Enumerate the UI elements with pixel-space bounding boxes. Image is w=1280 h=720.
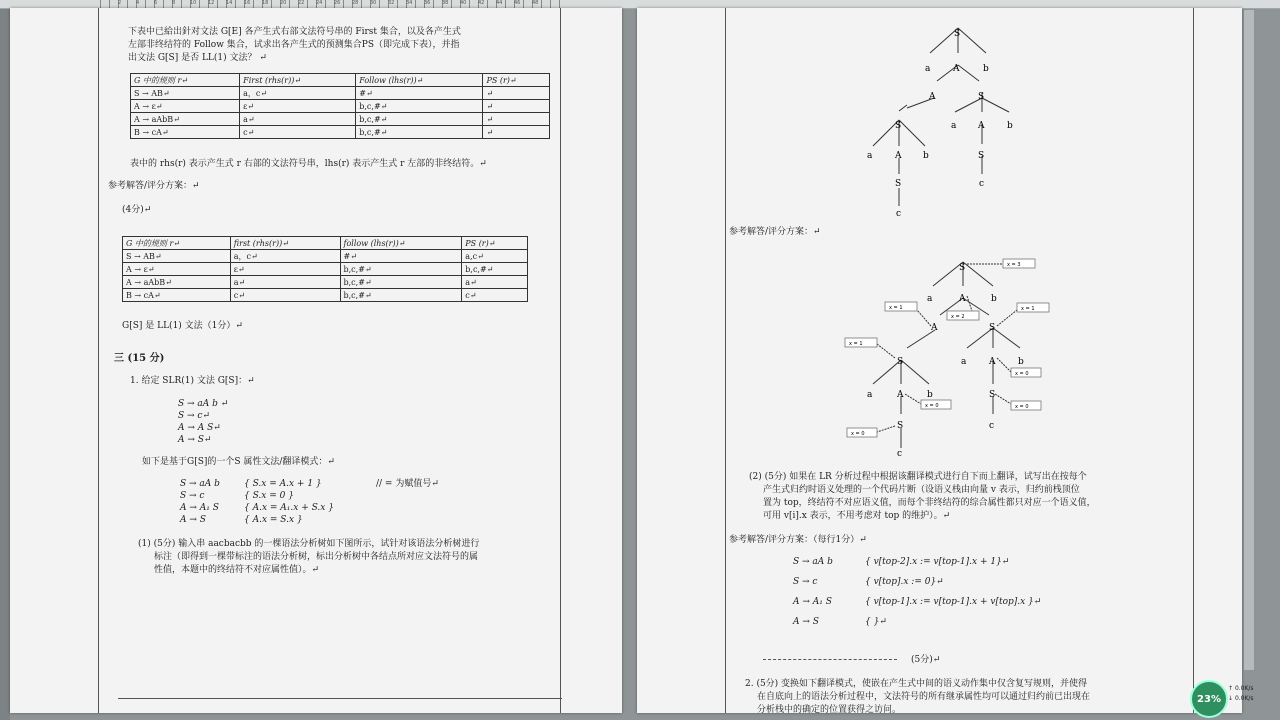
ruler-tick bbox=[307, 0, 308, 8]
window-left-edge bbox=[0, 0, 10, 720]
table-header: G 中的规则 r↵ bbox=[131, 74, 240, 87]
table-cell: b,c,#↵ bbox=[462, 263, 528, 276]
table-row bbox=[131, 87, 550, 100]
table-cell: ε↵ bbox=[240, 100, 356, 113]
table-cell: #↵ bbox=[340, 250, 462, 263]
table-cell: ↵ bbox=[483, 100, 550, 113]
table-row bbox=[131, 126, 550, 139]
ruler-mark: 36 bbox=[424, 0, 431, 6]
table-row bbox=[131, 100, 550, 113]
part2-line-4: 可用 v[i].x 表示，不用考虑对 top 的维护）。↵ bbox=[763, 511, 951, 521]
table-header: PS (r)↵ bbox=[462, 237, 528, 250]
tree-node: a bbox=[927, 294, 933, 304]
part2-line-2: 产生式归约时语义处理的一个代码片断（设语义栈由向量 v 表示，归约前栈顶位 bbox=[763, 485, 1080, 495]
annotation-label: x = 3 bbox=[1007, 262, 1021, 268]
code-rule: S → aA b bbox=[793, 557, 833, 567]
code-rule: A → S bbox=[793, 617, 819, 627]
grammar-rule: A → A S↵ bbox=[178, 423, 221, 433]
table-cell: c↵ bbox=[240, 126, 356, 139]
table-note: 表中的 rhs(r) 表示产生式 r 右部的文法符号串，lhs(r) 表示产生式 r 左部的非终结符。↵ bbox=[130, 159, 487, 169]
predict-set-table bbox=[122, 236, 528, 302]
ruler-tick bbox=[289, 0, 290, 8]
table-cell: a,c↵ bbox=[462, 250, 528, 263]
tree-node: A bbox=[895, 151, 902, 161]
score-label: (5分)↵ bbox=[911, 655, 941, 665]
table-header: Follow (lhs(r))↵ bbox=[356, 74, 483, 87]
sdt-action: { S.x = A.x + 1 } bbox=[244, 479, 322, 489]
reference-answer-label: 参考解答/评分方案：↵ bbox=[108, 181, 200, 191]
ruler-tick bbox=[433, 0, 434, 8]
ruler-mark: 44 bbox=[496, 0, 503, 6]
margin-guide bbox=[560, 8, 561, 713]
ruler-tick bbox=[505, 0, 506, 8]
table-cell: a↵ bbox=[240, 113, 356, 126]
table-cell: ↵ bbox=[483, 113, 550, 126]
tree-node: b bbox=[1018, 357, 1024, 367]
annotation-label: x = 1 bbox=[1021, 306, 1035, 312]
tree-node: A bbox=[959, 294, 966, 304]
ruler-tick bbox=[343, 0, 344, 8]
ruler-mark: 4 bbox=[136, 0, 140, 6]
tree-node: a bbox=[867, 151, 873, 161]
vertical-scrollbar[interactable] bbox=[1244, 10, 1254, 670]
table-cell: b,c,#↵ bbox=[356, 126, 483, 139]
arrow-up-icon: ↑ bbox=[1228, 685, 1235, 692]
table-cell: a，c↵ bbox=[240, 87, 356, 100]
table-header: First (rhs(r))↵ bbox=[240, 74, 356, 87]
table-row bbox=[123, 250, 528, 263]
table-cell: B → cA↵ bbox=[123, 289, 231, 302]
ruler-mark: 22 bbox=[298, 0, 305, 6]
q2-line-3: 分析栈中的确定的位置获得之访问。 bbox=[757, 705, 902, 715]
tree-node: c bbox=[897, 449, 903, 459]
tree-node: A bbox=[953, 64, 960, 74]
question-1: 1. 给定 SLR(1) 文法 G[S]：↵ bbox=[130, 376, 255, 386]
table-cell: ε↵ bbox=[230, 263, 340, 276]
ruler-tick bbox=[469, 0, 470, 8]
ruler-mark: 28 bbox=[352, 0, 359, 6]
download-speed-value: 0.0K/s bbox=[1234, 695, 1254, 702]
tree-node: A bbox=[897, 390, 904, 400]
sdt-rule: S → aA b bbox=[180, 479, 220, 489]
table-cell: S → AB↵ bbox=[131, 87, 240, 100]
table-cell: A → aAbB↵ bbox=[131, 113, 240, 126]
ruler-mark: 12 bbox=[208, 0, 215, 6]
part2-line-3: 置为 top，终结符不对应语义值，而每个非终结符的综合属性都只对应一个语义值， bbox=[763, 498, 1096, 508]
ruler-mark: 32 bbox=[388, 0, 395, 6]
table-cell: b,c,#↵ bbox=[356, 113, 483, 126]
table-cell: ↵ bbox=[483, 87, 550, 100]
reference-answer-label: 参考解答/评分方案：↵ bbox=[729, 227, 821, 237]
ruler-mark: 46 bbox=[514, 0, 521, 6]
ruler-mark: 10 bbox=[190, 0, 197, 6]
margin-guide bbox=[98, 8, 99, 713]
ruler-mark: 48 bbox=[532, 0, 539, 6]
divider bbox=[763, 659, 897, 660]
ruler-mark: 38 bbox=[442, 0, 449, 6]
code-action: { v[top].x := 0}↵ bbox=[865, 577, 944, 587]
annotation-label: x = 1 bbox=[849, 341, 863, 347]
table-cell: b,c,#↵ bbox=[356, 100, 483, 113]
table-header: PS (r)↵ bbox=[483, 74, 550, 87]
ruler-tick bbox=[199, 0, 200, 8]
tree-node: b bbox=[923, 151, 929, 161]
tree-node: S bbox=[954, 29, 961, 39]
ruler-mark: 8 bbox=[172, 0, 176, 6]
ruler-tick bbox=[559, 0, 560, 8]
tree-node: a bbox=[961, 357, 967, 367]
ruler-tick bbox=[100, 0, 101, 8]
network-speed-readout bbox=[1228, 684, 1254, 704]
speed-widget-badge[interactable]: 23% bbox=[1190, 680, 1228, 718]
ruler-tick bbox=[523, 0, 524, 8]
ll1-conclusion: G[S] 是 LL(1) 文法（1分）↵ bbox=[122, 321, 243, 331]
sdt-action: { A.x = A₁.x + S.x } bbox=[244, 503, 334, 513]
table-header: G 中的规则 r↵ bbox=[123, 237, 231, 250]
table-row bbox=[123, 263, 528, 276]
table-cell: a↵ bbox=[462, 276, 528, 289]
table-cell: A → aAbB↵ bbox=[123, 276, 231, 289]
tree-node: c bbox=[989, 421, 995, 431]
ruler-mark: 26 bbox=[334, 0, 341, 6]
ruler-tick bbox=[379, 0, 380, 8]
table-header: first (rhs(r))↵ bbox=[230, 237, 340, 250]
tree-node: S bbox=[897, 357, 904, 367]
grammar-rule: S → c↵ bbox=[178, 411, 211, 421]
sdt-rule: S → c bbox=[180, 491, 205, 501]
table-cell: c↵ bbox=[462, 289, 528, 302]
grammar-rule: A → S↵ bbox=[178, 435, 212, 445]
ruler-tick bbox=[550, 0, 551, 8]
tree-node: A bbox=[929, 92, 936, 102]
part1-line-2: 标注（即得到一棵带标注的语法分析树，标出分析树中各结点所对应文法符号的属 bbox=[154, 552, 479, 562]
tree-node: c bbox=[896, 209, 902, 219]
annotation-label: x = 0 bbox=[925, 403, 939, 409]
ruler-tick bbox=[325, 0, 326, 8]
ruler-mark: 16 bbox=[244, 0, 251, 6]
code-action: { v[top-2].x := v[top-1].x + 1}↵ bbox=[865, 557, 1010, 567]
ruler-tick bbox=[235, 0, 236, 8]
ruler-tick bbox=[181, 0, 182, 8]
table-header-row bbox=[123, 237, 528, 250]
tree-node: S bbox=[959, 263, 966, 273]
ruler-tick bbox=[397, 0, 398, 8]
ruler-tick bbox=[541, 0, 542, 8]
ruler-tick bbox=[415, 0, 416, 8]
table-cell: a，c↵ bbox=[230, 250, 340, 263]
part2-line-1: (2) (5分) 如果在 LR 分析过程中根据该翻译模式进行自下而上翻译，试写出在按每个 bbox=[749, 472, 1087, 482]
table-cell: c↵ bbox=[230, 289, 340, 302]
tree-node: S bbox=[978, 92, 985, 102]
tree-node: S bbox=[978, 151, 985, 161]
ruler-mark: 14 bbox=[226, 0, 233, 6]
tree-node: A bbox=[931, 323, 938, 333]
code-rule: A → A₁ S bbox=[793, 597, 832, 607]
ruler-tick bbox=[127, 0, 128, 8]
intro-line-2: 左部非终结符的 Follow 集合，试求出各产生式的预测集合PS（即完成下表），并指 bbox=[128, 40, 460, 50]
table-row bbox=[123, 289, 528, 302]
sdt-action: { A.x = S.x } bbox=[244, 515, 303, 525]
sdt-rule: A → A₁ S bbox=[180, 503, 219, 513]
tree-node: S bbox=[897, 421, 904, 431]
ruler-tick bbox=[145, 0, 146, 8]
ruler-mark: 20 bbox=[280, 0, 287, 6]
upload-speed bbox=[1228, 684, 1254, 694]
annotation-label: x = 1 bbox=[889, 305, 903, 311]
tree-node: b bbox=[927, 390, 933, 400]
annotated-parse-tree bbox=[845, 259, 1049, 459]
table-cell: ↵ bbox=[483, 126, 550, 139]
ruler-tick bbox=[271, 0, 272, 8]
ruler-mark: 24 bbox=[316, 0, 323, 6]
ruler-mark: 6 bbox=[154, 0, 158, 6]
sdt-rule: A → S bbox=[180, 515, 206, 525]
q2-line-2: 在自底向上的语法分析过程中，文法符号的所有继承属性均可以通过归约前已出现在 bbox=[757, 692, 1091, 702]
tree-node: b bbox=[991, 294, 997, 304]
tree-node: S bbox=[895, 179, 902, 189]
table-cell: b,c,#↵ bbox=[340, 276, 462, 289]
section-heading: 三 (15 分) bbox=[114, 353, 165, 364]
annotation-label: x = 0 bbox=[1015, 371, 1029, 377]
table-cell: S → AB↵ bbox=[123, 250, 231, 263]
ruler-tick bbox=[217, 0, 218, 8]
tree-node: a bbox=[867, 390, 873, 400]
tree-node: b bbox=[983, 64, 989, 74]
ruler-mark: 40 bbox=[460, 0, 467, 6]
table-cell: A → ε↵ bbox=[123, 263, 231, 276]
part1-line-1: (1) (5分) 输入串 aacbacbb 的一棵语法分析树如下图所示，试针对该语法分析树进行 bbox=[138, 539, 480, 549]
code-action: { v[top-1].x := v[top-1].x + v[top].x }↵ bbox=[865, 597, 1042, 607]
ruler-tick bbox=[109, 0, 110, 8]
grammar-rule: S → aA b ↵ bbox=[178, 399, 229, 409]
score-label: (4分)↵ bbox=[122, 205, 152, 215]
ruler-mark: 34 bbox=[406, 0, 413, 6]
code-rule: S → c bbox=[793, 577, 818, 587]
ruler-mark: 18 bbox=[262, 0, 269, 6]
intro-line-1: 下表中已給出針对文法 G[E] 各产生式右部文法符号串的 First 集合，以及各产生式 bbox=[128, 27, 461, 37]
tree-node: c bbox=[979, 179, 985, 189]
ruler-tick bbox=[361, 0, 362, 8]
table-cell: b,c,#↵ bbox=[340, 263, 462, 276]
tree-node: S bbox=[895, 121, 902, 131]
tree-node: S bbox=[989, 323, 996, 333]
tree-node: A bbox=[978, 121, 985, 131]
ruler-tick bbox=[163, 0, 164, 8]
arrow-down-icon: ↓ bbox=[1228, 695, 1235, 702]
table-cell: B → cA↵ bbox=[131, 126, 240, 139]
document-page-left bbox=[10, 8, 622, 713]
q2-line-1: 2. (5分) 变换如下翻译模式，使嵌在产生式中间的语义动作集中仅含复写规则，并使得 bbox=[745, 679, 1088, 689]
document-page-right bbox=[637, 8, 1242, 713]
table-row bbox=[123, 276, 528, 289]
table-cell: b,c,#↵ bbox=[340, 289, 462, 302]
tree-node: a bbox=[925, 64, 931, 74]
sdt-action: { S.x = 0 } bbox=[244, 491, 294, 501]
first-follow-table bbox=[130, 73, 550, 139]
ruler-mark: 42 bbox=[478, 0, 485, 6]
table-cell: A → ε↵ bbox=[131, 100, 240, 113]
code-action: { }↵ bbox=[865, 617, 887, 627]
annotation-label: x = 0 bbox=[1015, 404, 1029, 410]
table-row bbox=[131, 113, 550, 126]
table-header: follow (lhs(r))↵ bbox=[340, 237, 462, 250]
table-header-row bbox=[131, 74, 550, 87]
margin-guide bbox=[118, 698, 562, 699]
annotation-label: x = 0 bbox=[851, 431, 865, 437]
part1-line-3: 性值，本题中的终结符不对应属性值）。↵ bbox=[154, 565, 320, 575]
ruler-tick bbox=[487, 0, 488, 8]
ruler-mark: 30 bbox=[370, 0, 377, 6]
tree-node: a bbox=[951, 121, 957, 131]
tree-node: b bbox=[1007, 121, 1013, 131]
parse-tree bbox=[867, 28, 1013, 219]
intro-line-3: 出文法 G[S] 是否 LL(1) 文法？ ↵ bbox=[128, 53, 267, 63]
reference-answer-label: 参考解答/评分方案：（每行1分）↵ bbox=[729, 535, 867, 545]
download-speed bbox=[1228, 694, 1254, 704]
ruler-mark: 2 bbox=[118, 0, 122, 6]
table-cell: a↵ bbox=[230, 276, 340, 289]
table-cell: #↵ bbox=[356, 87, 483, 100]
tree-node: S bbox=[989, 390, 996, 400]
tree-node: A bbox=[989, 357, 996, 367]
sdt-comment: // = 为赋值号↵ bbox=[376, 479, 439, 489]
annotation-label: x = 2 bbox=[951, 314, 965, 320]
ruler-tick bbox=[451, 0, 452, 8]
sdt-intro: 如下是基于G[S]的一个S 属性文法/翻译模式：↵ bbox=[142, 457, 335, 467]
ruler-tick bbox=[253, 0, 254, 8]
upload-speed-value: 0.0K/s bbox=[1234, 685, 1254, 692]
